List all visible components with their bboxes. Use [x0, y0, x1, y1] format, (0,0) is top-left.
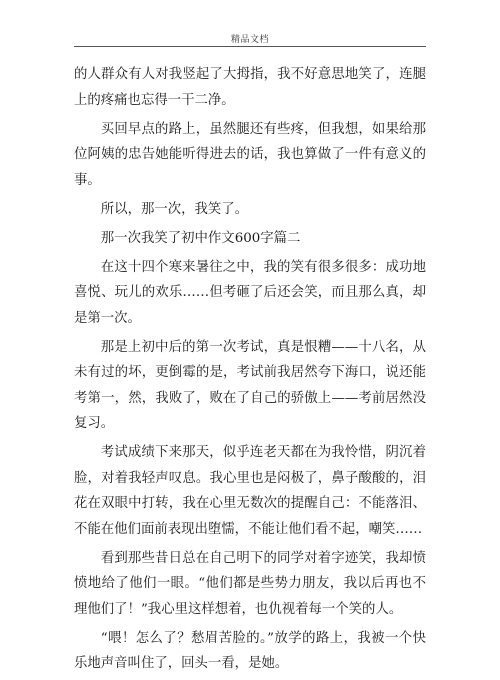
paragraph: 考试成绩下来那天，似乎连老天都在为我怜惜，阴沉着脸，对着我轻声叹息。我心里也是闷极了，鼻子酸酸的，泪花在双眼中打转，我在心里无数次的提醒自己：不能落泪、不能在他们面前表现出堕懦，不能让他们看不起，嘲笑…… [74, 445, 426, 537]
paragraph: 看到那些昔日总在自己明下的同学对着字迹笑，我却愤愤地给了他们一眼。“他们都是些势力朋友，我以后再也不理他们了！”我心里这样想着，也仇视着每一个笑的人。 [74, 550, 426, 617]
paragraph: 在这十四个寒来暑往之中，我的笑有很多很多：成功地喜悦、玩儿的欢乐……但考砸了后还会笑，而且那么真，却是第一次。 [74, 259, 426, 326]
paragraph: 那是上初中后的第一次考试，真是恨糟——十八名，从未有过的坏，更倒霉的是，考试前我居然夸下海口，说还能考第一，然，我败了，败在了自己的骄傲上——考前居然没复习。 [74, 339, 426, 431]
header-divider [74, 46, 426, 47]
page-header: 精品文档 [230, 35, 269, 45]
paragraph: 的人群众有人对我竖起了大拇指，我不好意思地笑了，连腿上的疼痛也忘得一干二净。 [74, 67, 426, 108]
section-heading: 那一次我笑了初中作文600字篇二 [100, 230, 301, 246]
paragraph: 所以，那一次，我笑了。 [100, 201, 249, 217]
document-body [74, 62, 426, 680]
paragraph: 买回早点的路上，虽然腿还有些疼，但我想，如果给那位阿姨的忠告她能听得进去的话，我也算做了一件有意义的事。 [74, 121, 426, 188]
paragraph: “喂！怎么了？愁眉苦脸的。”放学的路上，我被一个快乐地声音叫住了，回头一看，是她。 [74, 630, 426, 671]
